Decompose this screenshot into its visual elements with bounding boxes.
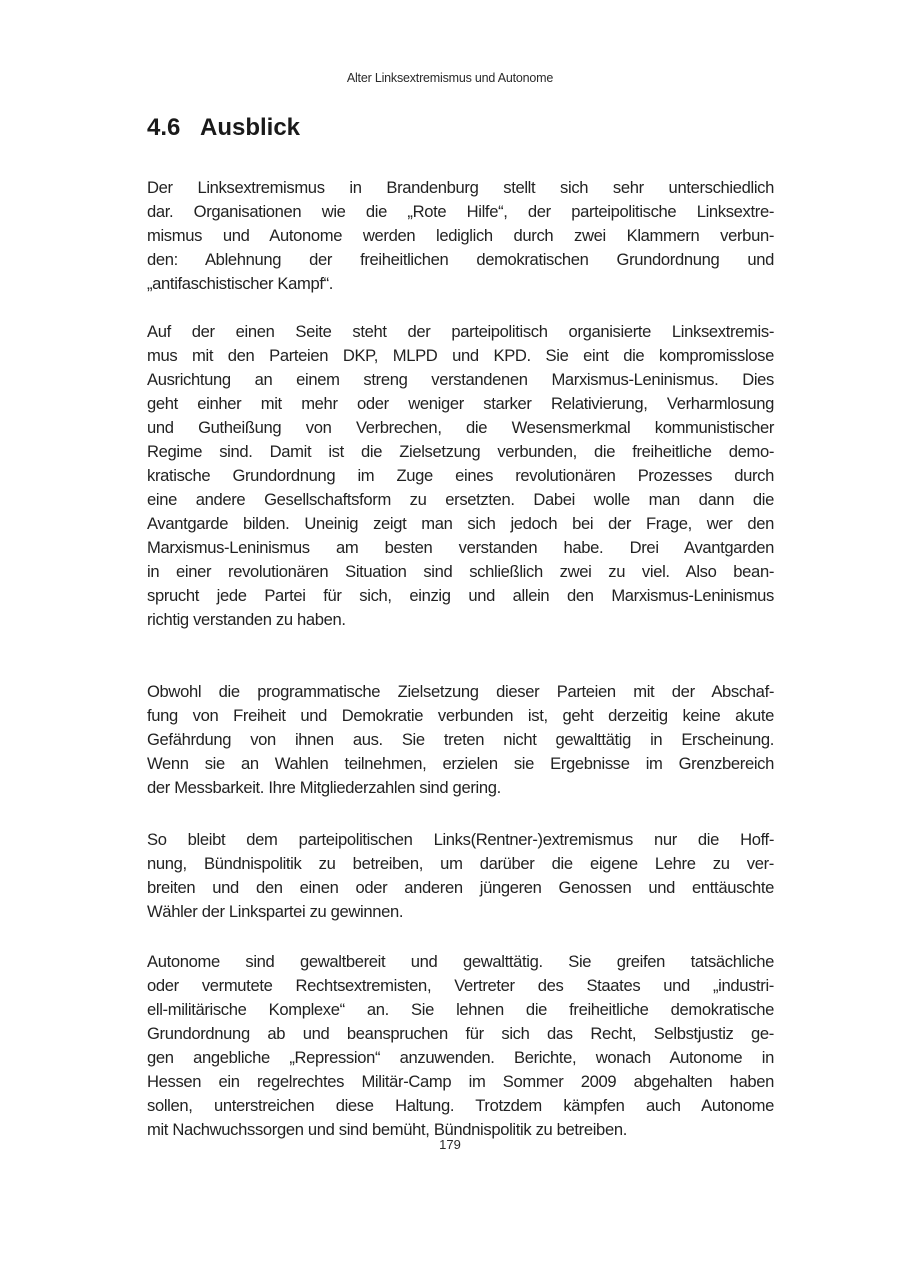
text-line: Ausrichtung an einem streng verstandenen Marxismus-Leninismus. Dies xyxy=(147,370,774,389)
text-line: sollen, unterstreichen diese Haltung. Trotzdem kämpfen auch Autonome xyxy=(147,1096,774,1115)
text-line: gen angebliche „Repression“ anzuwenden. Berichte, wonach Autonome in xyxy=(147,1048,774,1067)
running-header: Alter Linksextremismus und Autonome xyxy=(346,71,554,85)
paragraph-2 xyxy=(147,320,774,632)
section-number: 4.6 xyxy=(147,114,181,141)
text-line: mus mit den Parteien DKP, MLPD und KPD. Sie eint die kompromisslose xyxy=(147,346,774,365)
text-line: Auf der einen Seite steht der parteipolitisch organisierte Linksextremis- xyxy=(147,322,774,341)
text-line: geht einher mit mehr oder weniger starker Relativierung, Verharmlosung xyxy=(147,394,774,413)
text-line: Grundordnung ab und beanspruchen für sich das Recht, Selbstjustiz ge- xyxy=(147,1024,774,1043)
text-line: richtig verstanden zu haben. xyxy=(147,610,346,629)
text-line: ell-militärische Komplexe“ an. Sie lehnen die freiheitliche demokratische xyxy=(147,1000,774,1019)
text-line: Marxismus-Leninismus am besten verstanden habe. Drei Avantgarden xyxy=(147,538,774,557)
section-heading xyxy=(147,114,300,142)
text-line: in einer revolutionären Situation sind schließlich zwei zu viel. Also bean- xyxy=(147,562,774,581)
section-title: Ausblick xyxy=(200,114,301,141)
text-line: mismus und Autonome werden lediglich durch zwei Klammern verbun- xyxy=(147,226,774,245)
text-line: Gefährdung von ihnen aus. Sie treten nicht gewalttätig in Erscheinung. xyxy=(147,730,774,749)
text-line: breiten und den einen oder anderen jüngeren Genossen und enttäuschte xyxy=(147,878,774,897)
text-line: Wähler der Linkspartei zu gewinnen. xyxy=(147,902,404,921)
text-line: Regime sind. Damit ist die Zielsetzung verbunden, die freiheitliche demo- xyxy=(147,442,774,461)
text-line: So bleibt dem parteipolitischen Links(Rentner-)extremismus nur die Hoff- xyxy=(147,830,774,849)
text-line: Autonome sind gewaltbereit und gewalttätig. Sie greifen tatsächliche xyxy=(147,952,774,971)
text-line: den: Ablehnung der freiheitlichen demokratischen Grundordnung und xyxy=(147,250,774,269)
text-line: nung, Bündnispolitik zu betreiben, um darüber die eigene Lehre zu ver- xyxy=(147,854,774,873)
text-line: kratische Grundordnung im Zuge eines revolutionären Prozesses durch xyxy=(147,466,774,485)
paragraph-4 xyxy=(147,828,774,924)
text-line: oder vermutete Rechtsextremisten, Vertreter des Staates und „industri- xyxy=(147,976,774,995)
text-line: Obwohl die programmatische Zielsetzung dieser Parteien mit der Abschaf- xyxy=(147,682,774,701)
paragraph-5 xyxy=(147,950,774,1142)
text-line: Avantgarde bilden. Uneinig zeigt man sich jedoch bei der Frage, wer den xyxy=(147,514,774,533)
paragraph-3 xyxy=(147,680,774,800)
text-line: eine andere Gesellschaftsform zu ersetzten. Dabei wolle man dann die xyxy=(147,490,774,509)
page-number: 179 xyxy=(439,1137,461,1152)
text-line: sprucht jede Partei für sich, einzig und allein den Marxismus-Leninismus xyxy=(147,586,774,605)
paragraph-1 xyxy=(147,176,774,296)
text-line: dar. Organisationen wie die „Rote Hilfe“, der parteipolitische Linksextre- xyxy=(147,202,774,221)
text-line: mit Nachwuchssorgen und sind bemüht, Bündnispolitik zu betreiben. xyxy=(147,1120,627,1139)
text-line: fung von Freiheit und Demokratie verbunden ist, geht derzeitig keine akute xyxy=(147,706,774,725)
text-line: der Messbarkeit. Ihre Mitgliederzahlen sind gering. xyxy=(147,778,501,797)
text-line: Wenn sie an Wahlen teilnehmen, erzielen sie Ergebnisse im Grenzbereich xyxy=(147,754,774,773)
text-line: Hessen ein regelrechtes Militär-Camp im Sommer 2009 abgehalten haben xyxy=(147,1072,774,1091)
text-line: „antifaschistischer Kampf“. xyxy=(147,274,334,293)
text-line: und Gutheißung von Verbrechen, die Wesensmerkmal kommunistischer xyxy=(147,418,774,437)
text-line: Der Linksextremismus in Brandenburg stellt sich sehr unterschiedlich xyxy=(147,178,774,197)
